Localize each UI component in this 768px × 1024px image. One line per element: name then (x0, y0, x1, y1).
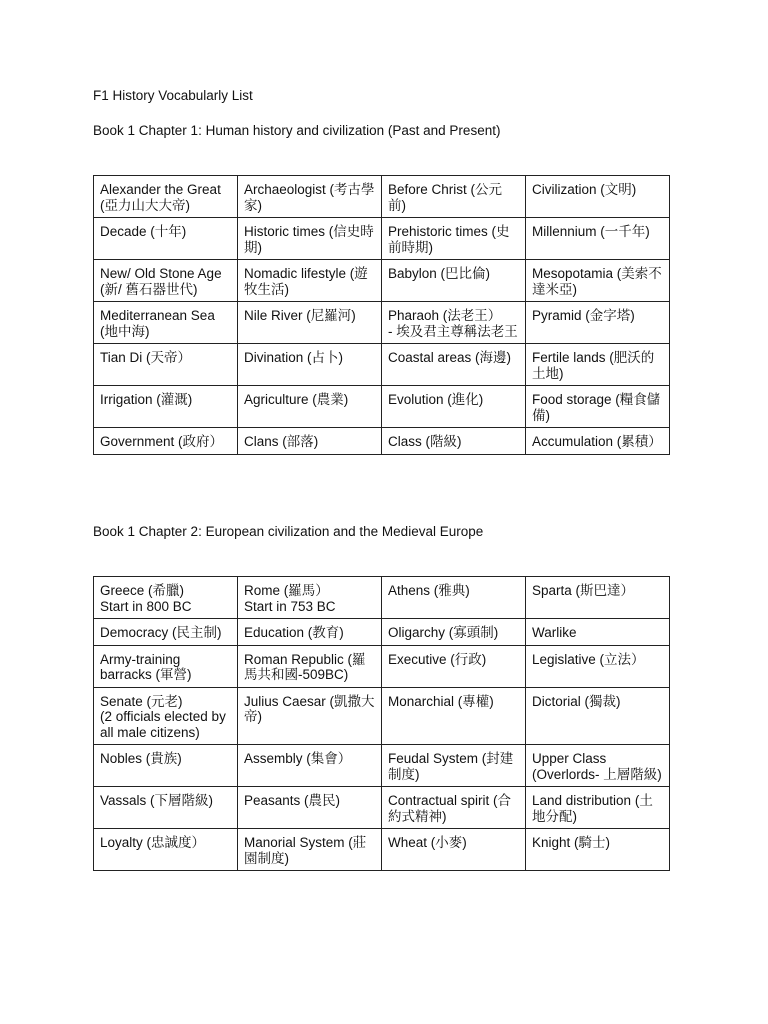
table-row (94, 687, 670, 745)
vocab-term: Archaeologist (考古學家) (244, 182, 375, 213)
vocab-term: Education (教育) (244, 625, 344, 640)
vocab-cell (526, 577, 670, 619)
vocab-cell (94, 344, 238, 386)
vocab-term: Oligarchy (寡頭制) (388, 625, 499, 640)
vocab-cell (526, 260, 670, 302)
vocab-term: Manorial System (莊園制度) (244, 835, 367, 866)
vocab-term: Class (階級) (388, 434, 462, 449)
document-title: F1 History Vocabularly List (93, 88, 253, 103)
vocab-term: Knight (騎士) (532, 835, 611, 850)
vocab-term: Pyramid (金字塔) (532, 308, 635, 323)
vocab-term: Agriculture (農業) (244, 392, 349, 407)
vocab-cell (526, 829, 670, 871)
vocab-cell (382, 787, 526, 829)
vocab-term: Senate (元老) (2 officials elected by all male citizens) (100, 693, 226, 740)
vocab-cell (238, 787, 382, 829)
vocab-term: Army-training barracks (軍營) (100, 651, 192, 682)
vocab-cell (526, 619, 670, 646)
vocab-cell (382, 745, 526, 787)
table-row (94, 428, 670, 455)
vocab-cell (382, 428, 526, 455)
vocab-term: Peasants (農民) (244, 793, 341, 808)
vocab-cell (526, 787, 670, 829)
vocab-term: Evolution (進化) (388, 392, 484, 407)
vocab-cell (382, 619, 526, 646)
vocab-cell (382, 218, 526, 260)
table-row (94, 386, 670, 428)
vocab-term: Assembly (集會） (244, 751, 352, 766)
vocab-cell (382, 260, 526, 302)
vocab-cell (94, 787, 238, 829)
vocab-cell (94, 176, 238, 218)
vocab-term: Civilization (文明) (532, 182, 637, 197)
vocab-cell (94, 218, 238, 260)
vocab-term: New/ Old Stone Age (新/ 舊石器世代) (100, 266, 222, 297)
vocab-term: Mediterranean Sea (地中海) (100, 308, 215, 339)
vocab-cell (238, 577, 382, 619)
table-row (94, 302, 670, 344)
vocab-cell (382, 829, 526, 871)
vocab-term: Feudal System (封建制度) (388, 751, 514, 782)
table-row (94, 260, 670, 302)
vocab-term: Prehistoric times (史前時期) (388, 224, 510, 255)
vocab-cell (94, 302, 238, 344)
table-row (94, 745, 670, 787)
vocab-cell (526, 302, 670, 344)
vocab-term: Monarchial (專權) (388, 693, 494, 709)
vocab-term: Accumulation (累積） (532, 434, 662, 449)
vocab-cell (94, 619, 238, 646)
vocab-term: Rome (羅馬） Start in 753 BC (244, 583, 336, 614)
vocab-cell (238, 645, 382, 687)
vocab-term: Nomadic lifestyle (遊牧生活) (244, 266, 368, 297)
vocab-term: Contractual spirit (合約式精神) (388, 793, 512, 824)
vocab-cell (382, 386, 526, 428)
vocab-cell (238, 687, 382, 745)
vocab-term: Greece (希臘) Start in 800 BC (100, 583, 192, 614)
vocab-cell (382, 176, 526, 218)
vocab-cell (94, 829, 238, 871)
table-row (94, 176, 670, 218)
chapter-1-heading: Book 1 Chapter 1: Human history and civilization (Past and Present) (93, 123, 501, 138)
vocab-cell (238, 260, 382, 302)
vocab-cell (526, 386, 670, 428)
vocab-term: Food storage (糧食儲備) (532, 392, 661, 423)
vocab-term: Legislative (立法） (532, 651, 645, 667)
chapter-1-vocab-table (93, 175, 670, 455)
vocab-term: Historic times (信史時期) (244, 224, 374, 255)
vocab-term: Divination (占卜) (244, 350, 344, 365)
vocab-cell (526, 645, 670, 687)
vocab-term: Millennium (一千年) (532, 224, 650, 239)
vocab-term: Fertile lands (肥沃的土地) (532, 350, 655, 381)
vocab-term: Executive (行政) (388, 651, 487, 667)
chapter-2-heading: Book 1 Chapter 2: European civilization and the Medieval Europe (93, 524, 484, 539)
vocab-cell (238, 176, 382, 218)
vocab-term: Loyalty (忠誠度） (100, 835, 206, 850)
vocab-term: Irrigation (灌溉) (100, 392, 193, 407)
vocab-term: Athens (雅典) (388, 583, 470, 598)
vocab-cell (94, 260, 238, 302)
vocab-cell (94, 687, 238, 745)
vocab-term: Babylon (巴比倫) (388, 266, 491, 281)
vocab-cell (382, 687, 526, 745)
vocab-term: Upper Class (Overlords- 上層階級) (532, 751, 662, 782)
vocab-term: Nile River (尼羅河) (244, 308, 356, 323)
vocab-term: Coastal areas (海邊) (388, 350, 512, 365)
table-row (94, 829, 670, 871)
vocab-term: Mesopotamia (美索不達米亞) (532, 266, 662, 297)
vocab-cell (526, 745, 670, 787)
vocab-cell (382, 645, 526, 687)
vocab-term: Government (政府） (100, 434, 224, 449)
vocab-cell (238, 745, 382, 787)
chapter-2-vocab-table (93, 576, 670, 871)
vocab-term: Wheat (小麥) (388, 835, 467, 850)
vocab-cell (94, 428, 238, 455)
vocab-cell (94, 745, 238, 787)
vocab-term: Julius Caesar (凱撒大帝) (244, 693, 375, 724)
table-row (94, 577, 670, 619)
vocab-term: Clans (部落) (244, 434, 319, 449)
table-row (94, 218, 670, 260)
vocab-cell (238, 619, 382, 646)
vocab-cell (94, 577, 238, 619)
vocab-term: Decade (十年) (100, 224, 187, 239)
vocab-cell (526, 428, 670, 455)
vocab-term: Dictorial (獨裁) (532, 693, 621, 709)
table-row (94, 787, 670, 829)
vocab-cell (238, 218, 382, 260)
vocab-term: Pharaoh (法老王） - 埃及君主尊稱法老王 (388, 308, 518, 339)
vocab-term: Before Christ (公元前) (388, 182, 503, 213)
vocab-term: Democracy (民主制) (100, 625, 222, 640)
vocab-term: Warlike (532, 625, 577, 640)
vocab-cell (238, 829, 382, 871)
vocab-cell (526, 344, 670, 386)
vocab-cell (526, 687, 670, 745)
vocab-term: Nobles (貴族) (100, 751, 182, 766)
vocab-cell (238, 386, 382, 428)
vocab-cell (238, 302, 382, 344)
vocab-term: Roman Republic (羅馬共和國-509BC) (244, 651, 366, 682)
vocab-cell (526, 176, 670, 218)
vocab-cell (382, 344, 526, 386)
table-row (94, 619, 670, 646)
vocab-cell (526, 218, 670, 260)
vocab-cell (238, 344, 382, 386)
table-row (94, 344, 670, 386)
vocab-cell (382, 302, 526, 344)
vocab-term: Land distribution (土地分配) (532, 793, 653, 824)
vocab-cell (94, 386, 238, 428)
vocab-cell (238, 428, 382, 455)
vocab-term: Alexander the Great (亞力山大大帝) (100, 182, 221, 213)
vocab-term: Sparta (斯巴達） (532, 583, 635, 598)
vocab-term: Vassals (下層階級) (100, 793, 214, 808)
vocab-term: Tian Di (天帝） (100, 350, 192, 365)
vocab-cell (382, 577, 526, 619)
vocab-cell (94, 645, 238, 687)
table-row (94, 645, 670, 687)
